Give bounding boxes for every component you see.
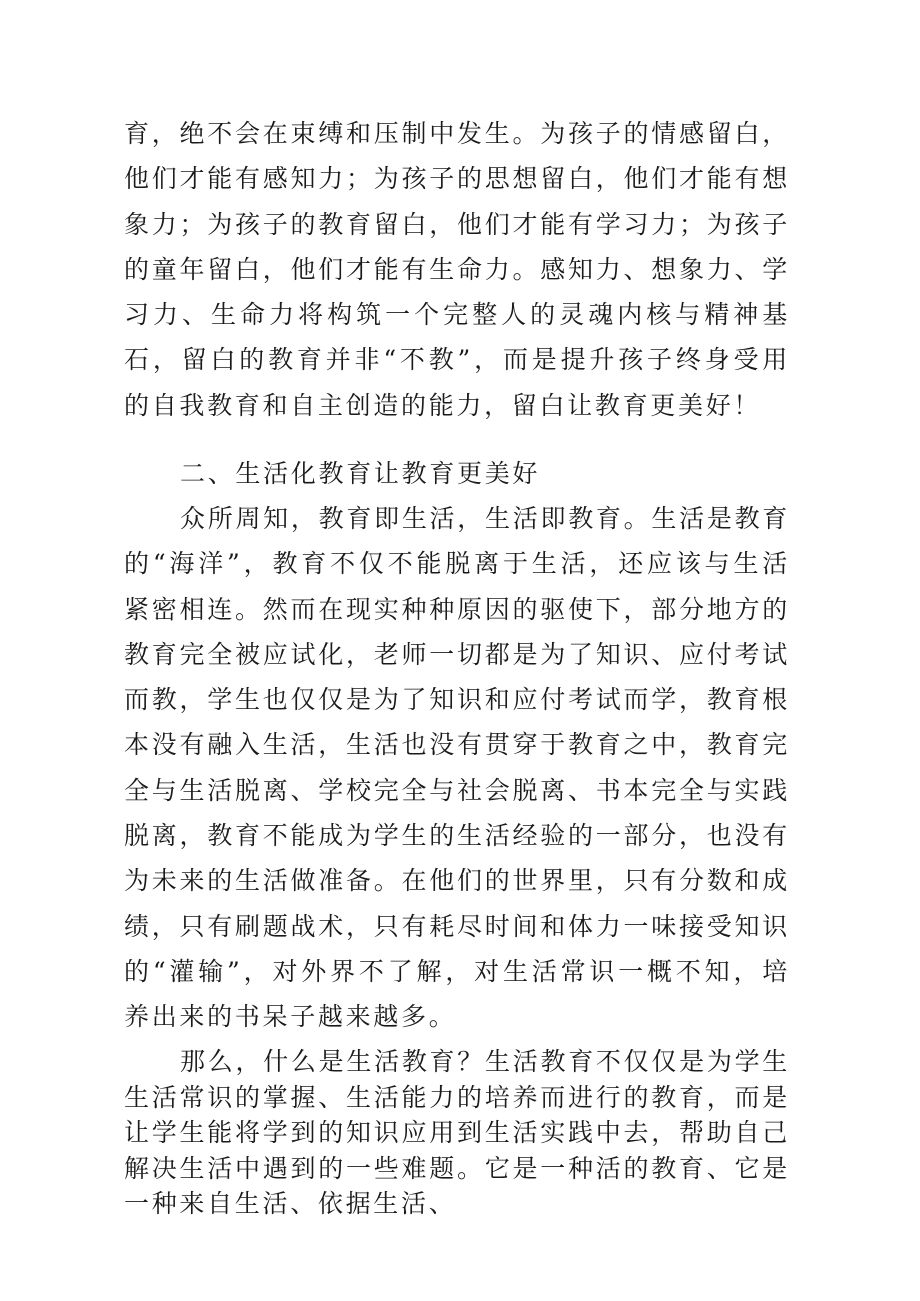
- section-heading-text: 二、生活化教育让教育更美好: [180, 459, 541, 488]
- paragraph-text: 众所周知，教育即生活，生活即教育。生活是教育的“海洋”，教育不仅不能脱离于生活，还应该与生活紧密相连。然而在现实种种原因的驱使下，部分地方的教育完全被应试化，老师一切都是为了知识、应付考试而教，学生也仅仅是为了知识和应付考试而学，教育根本没有融入生活，生活也没有贯穿于教育之中，教育完全与生活脱离、学校完全与社会脱离、书本完全与实践脱离，教育不能成为学生的生活经验的一部分，也没有为未来的生活做准备。在他们的世界里，只有分数和成绩，只有刷题战术，只有耗尽时间和体力一味接受知识的“灌输”，对外界不了解，对生活常识一概不知，培养出来的书呆子越来越多。: [124, 504, 790, 1032]
- paragraph-text: 育，绝不会在束缚和压制中发生。为孩子的情感留白，他们才能有感知力；为孩子的思想留白，他们才能有想象力；为孩子的教育留白，他们才能有学习力；为孩子的童年留白，他们才能有生命力。感知力、想象力、学习力、生命力将构筑一个完整人的灵魂内核与精神基石，留白的教育并非“不教”，而是提升孩子终身受用的自我教育和自主创造的能力，留白让教育更美好！: [124, 119, 790, 420]
- paragraph-text: 那么，什么是生活教育？生活教育不仅仅是为学生生活常识的掌握、生活能力的培养而进行的教育，而是让学生能将学到的知识应用到生活实践中去，帮助自己解决生活中遇到的一些难题。它是一种活的教育、它是一种来自生活、依据生活、: [124, 1047, 790, 1218]
- section-heading: [124, 451, 790, 496]
- paragraph-continuation: [124, 111, 790, 428]
- paragraph: [124, 496, 790, 1040]
- paragraph: [124, 1044, 790, 1222]
